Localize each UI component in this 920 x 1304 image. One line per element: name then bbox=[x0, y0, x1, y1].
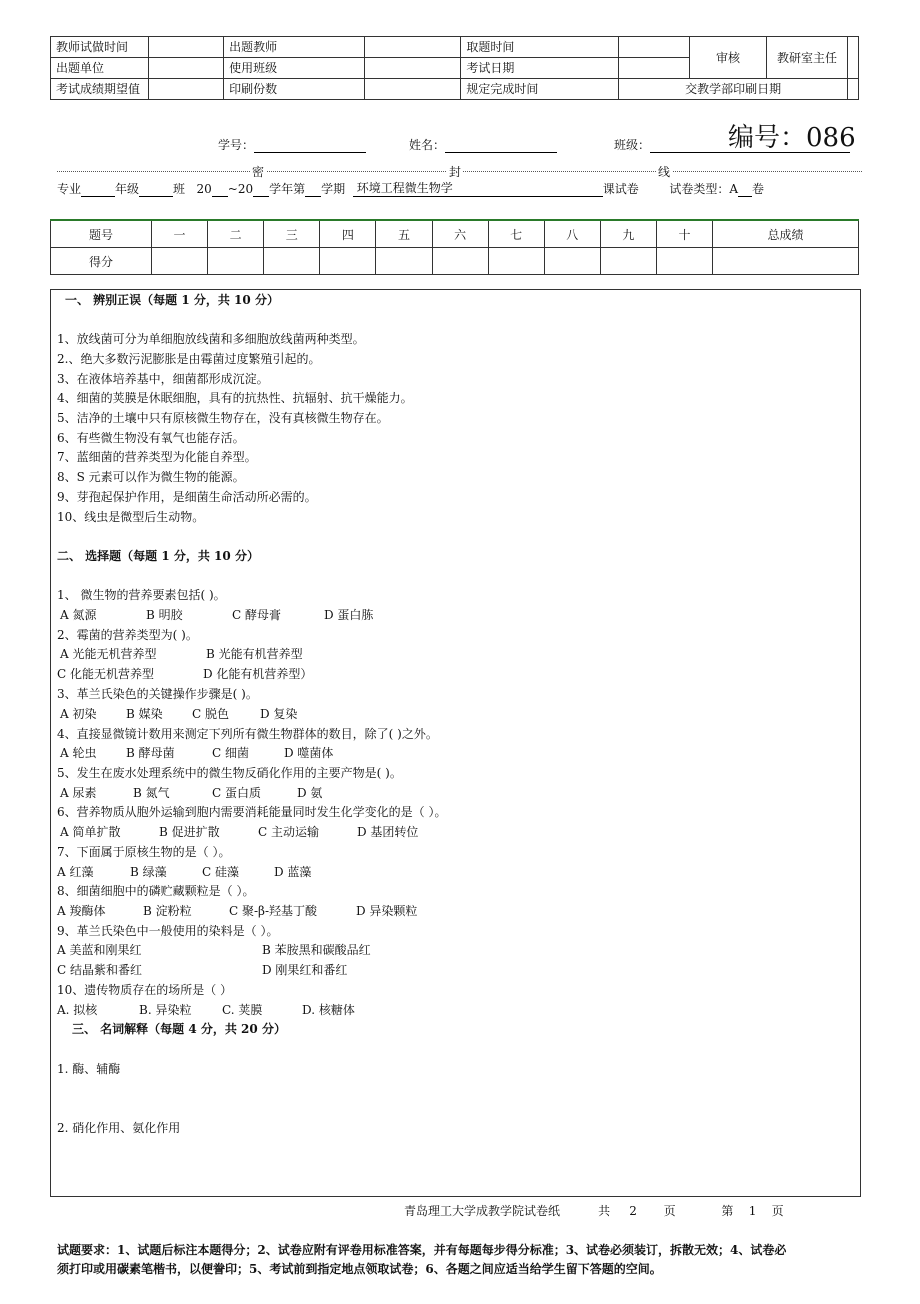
mc-option: A 初染 bbox=[60, 707, 97, 721]
mc-question: 5、发生在废水处理系统中的微生物反硝化作用的主要产物是( )。 bbox=[57, 766, 402, 780]
score-cell[interactable] bbox=[376, 248, 432, 275]
mc-option: D 刚果红和番红 bbox=[262, 963, 348, 977]
section1-title: 一、 辨别正误（每题 1 分，共 10 分） bbox=[65, 293, 279, 307]
year-end-blank bbox=[253, 182, 269, 197]
score-header-cell: 五 bbox=[376, 220, 432, 248]
mc-option: B 促进扩散 bbox=[159, 825, 220, 839]
mc-question: 1、 微生物的营养要素包括( )。 bbox=[57, 588, 226, 602]
admin-cell: 取题时间 bbox=[461, 37, 619, 58]
paper-type-blank bbox=[738, 182, 752, 197]
student-class-label: 班级： bbox=[614, 138, 651, 152]
score-header-cell: 七 bbox=[488, 220, 544, 248]
footer-page-number: 1 bbox=[748, 1204, 757, 1218]
admin-cell: 出题单位 bbox=[51, 58, 149, 79]
tf-item: 9、芽孢起保护作用，是细菌生命活动所必需的。 bbox=[57, 490, 317, 504]
score-header-cell: 二 bbox=[208, 220, 264, 248]
academic-year-label: 学年第 bbox=[269, 182, 306, 196]
mc-option: C 蛋白质 bbox=[212, 786, 261, 800]
mc-option: D 异染颗粒 bbox=[356, 904, 418, 918]
mc-question: 10、遗传物质存在的场所是（ ） bbox=[57, 983, 233, 997]
tf-item: 6、有些微生物没有氧气也能存活。 bbox=[57, 431, 245, 445]
mc-option: A 简单扩散 bbox=[60, 825, 121, 839]
mc-question: 3、革兰氏染色的关键操作步骤是( )。 bbox=[57, 687, 258, 701]
class-label: 班 bbox=[173, 182, 186, 196]
requirements-line: 须打印或用碳素笔楷书，以便誊印；5、考试前到指定地点领取试卷；6、各题之间应适当给学生留下答题的空间。 bbox=[57, 1262, 662, 1276]
admin-cell: 审核 bbox=[690, 37, 767, 79]
footer-school: 青岛理工大学成教学院试卷纸 bbox=[404, 1204, 561, 1218]
course-line bbox=[57, 180, 764, 197]
tf-item: 3、在液体培养基中，细菌都形成沉淀。 bbox=[57, 372, 269, 386]
score-header-cell: 题号 bbox=[51, 220, 152, 248]
student-name-blank bbox=[445, 138, 557, 153]
score-table bbox=[50, 219, 859, 275]
course-name-blank bbox=[353, 182, 603, 197]
mc-option: B 苯胺黑和碳酸品红 bbox=[262, 943, 371, 957]
admin-cell: 出题教师 bbox=[224, 37, 365, 58]
mc-option: C 硅藻 bbox=[202, 865, 239, 879]
mc-question: 6、营养物质从胞外运输到胞内需要消耗能量同时发生化学变化的是（ ）。 bbox=[57, 805, 447, 819]
footer-page-label: 第 bbox=[721, 1204, 734, 1218]
mc-option: C 细菌 bbox=[212, 746, 249, 760]
mc-option: C 结晶紫和番红 bbox=[57, 963, 142, 977]
tf-item: 4、细菌的荚膜是休眠细胞，具有的抗热性、抗辐射、抗干燥能力。 bbox=[57, 391, 413, 405]
section2-title: 二、 选择题（每题 1 分，共 10 分） bbox=[57, 549, 259, 563]
score-value-row bbox=[51, 248, 859, 275]
mc-option: B 氮气 bbox=[133, 786, 170, 800]
major-blank bbox=[81, 182, 115, 197]
score-header-cell: 六 bbox=[432, 220, 488, 248]
major-label: 专业 bbox=[57, 182, 82, 196]
mc-option: D 基团转位 bbox=[357, 825, 419, 839]
admin-cell: 教研室主任 bbox=[766, 37, 847, 79]
year-end-label: ~20 bbox=[227, 182, 254, 196]
mc-option: B 淀粉粒 bbox=[143, 904, 192, 918]
tf-item: 8、S 元素可以作为微生物的能源。 bbox=[57, 470, 245, 484]
admin-cell: 使用班级 bbox=[224, 58, 365, 79]
mc-option: B 光能有机营养型 bbox=[206, 647, 303, 661]
mc-option: D 噬菌体 bbox=[284, 746, 334, 760]
mc-option: B 酵母菌 bbox=[126, 746, 175, 760]
footer-page-unit: 页 bbox=[771, 1204, 784, 1218]
mc-option: C 化能无机营养型 bbox=[57, 667, 154, 681]
mc-option: D 氨 bbox=[297, 786, 323, 800]
score-header-cell: 三 bbox=[264, 220, 320, 248]
requirements-line: 试题要求：1、试题后标注本题得分；2、试卷应附有评卷用标准答案，并有每题每步得分标准；3、试卷必须装订，拆散无效；4、试卷必 bbox=[57, 1243, 787, 1257]
admin-cell: 交教学部印刷日期 bbox=[619, 79, 848, 100]
mc-option: A 羧酶体 bbox=[57, 904, 106, 918]
score-cell[interactable] bbox=[264, 248, 320, 275]
mc-question: 4、直接显微镜计数用来测定下列所有微生物群体的数目，除了( )之外。 bbox=[57, 727, 438, 741]
mc-option: C 主动运输 bbox=[258, 825, 319, 839]
mc-option: C. 荚膜 bbox=[222, 1003, 263, 1017]
mc-question: 2、霉菌的营养类型为( )。 bbox=[57, 628, 198, 642]
score-cell[interactable] bbox=[488, 248, 544, 275]
mc-option: D. 核糖体 bbox=[302, 1003, 355, 1017]
score-header-cell: 八 bbox=[544, 220, 600, 248]
term-blank bbox=[305, 182, 321, 197]
mc-option: D 蓝藻 bbox=[274, 865, 312, 879]
seal-mi: 密 bbox=[252, 165, 265, 179]
score-row-label: 得分 bbox=[51, 248, 152, 275]
student-name-field bbox=[409, 136, 557, 153]
admin-table bbox=[50, 36, 859, 100]
mc-option: B. 异染粒 bbox=[139, 1003, 192, 1017]
mc-option: C 聚-β-羟基丁酸 bbox=[229, 904, 318, 918]
course-name: 环境工程微生物学 bbox=[356, 181, 453, 195]
admin-cell: 教师试做时间 bbox=[51, 37, 149, 58]
tf-item: 10、线虫是微型后生动物。 bbox=[57, 510, 205, 524]
score-header-cell: 九 bbox=[600, 220, 656, 248]
mc-option: B 绿藻 bbox=[130, 865, 167, 879]
student-name-label: 姓名： bbox=[409, 138, 446, 152]
score-header-cell: 四 bbox=[320, 220, 376, 248]
mc-option: D 化能有机营养型） bbox=[203, 667, 313, 681]
score-cell[interactable] bbox=[544, 248, 600, 275]
admin-value-cell bbox=[365, 58, 461, 79]
score-cell[interactable] bbox=[432, 248, 488, 275]
tf-item: 5、洁净的土壤中只有原核微生物存在，没有真核微生物存在。 bbox=[57, 411, 389, 425]
admin-value-cell bbox=[619, 58, 690, 79]
mc-option: B 明胶 bbox=[146, 608, 183, 622]
tf-item: 1、放线菌可分为单细胞放线菌和多细胞放线菌两种类型。 bbox=[57, 332, 365, 346]
score-header-cell: 十 bbox=[656, 220, 712, 248]
serial-number: 编号：086 bbox=[728, 123, 856, 153]
mc-option: A. 拟核 bbox=[57, 1003, 98, 1017]
grade-label: 年级 bbox=[115, 182, 140, 196]
term-item: 2. 硝化作用、氨化作用 bbox=[57, 1121, 181, 1135]
admin-value-cell bbox=[149, 37, 224, 58]
mc-option: A 红藻 bbox=[57, 865, 94, 879]
mc-option: D 蛋白胨 bbox=[324, 608, 374, 622]
seal-xian: 线 bbox=[658, 165, 671, 179]
score-cell[interactable] bbox=[713, 248, 859, 275]
score-cell[interactable] bbox=[208, 248, 264, 275]
score-header-cell: 总成绩 bbox=[713, 220, 859, 248]
score-header-cell: 一 bbox=[151, 220, 207, 248]
admin-cell: 考试成绩期望值 bbox=[51, 79, 149, 100]
exam-paper-label: 课试卷 bbox=[602, 182, 639, 196]
admin-value-cell bbox=[365, 37, 461, 58]
year-start-label: 20 bbox=[196, 182, 212, 196]
admin-value-cell bbox=[149, 79, 224, 100]
score-cell[interactable] bbox=[320, 248, 376, 275]
student-id-blank bbox=[254, 138, 366, 153]
admin-cell: 印刷份数 bbox=[224, 79, 365, 100]
page-footer bbox=[404, 1202, 784, 1219]
admin-cell: 规定完成时间 bbox=[461, 79, 619, 100]
score-cell[interactable] bbox=[600, 248, 656, 275]
mc-option: A 氮源 bbox=[60, 608, 97, 622]
mc-question: 7、下面属于原核生物的是（ ）。 bbox=[57, 845, 231, 859]
paper-type-label: 试卷类型：A bbox=[669, 182, 738, 196]
footer-total-label: 共 bbox=[598, 1204, 611, 1218]
student-id-label: 学号： bbox=[218, 138, 255, 152]
mc-option: A 轮虫 bbox=[60, 746, 97, 760]
exam-requirements bbox=[57, 1241, 863, 1279]
footer-pages-unit: 页 bbox=[663, 1204, 676, 1218]
mc-option: A 美蓝和刚果红 bbox=[57, 943, 142, 957]
seal-feng: 封 bbox=[449, 165, 462, 179]
term-label: 学期 bbox=[321, 182, 346, 196]
score-cell[interactable] bbox=[151, 248, 207, 275]
admin-value-cell bbox=[619, 37, 690, 58]
score-header-row bbox=[51, 220, 859, 248]
mc-option: D 复染 bbox=[260, 707, 298, 721]
mc-question: 9、革兰氏染色中一般使用的染料是（ ）。 bbox=[57, 924, 279, 938]
admin-value-cell bbox=[848, 79, 859, 100]
mc-option: B 媒染 bbox=[126, 707, 163, 721]
admin-cell: 考试日期 bbox=[461, 58, 619, 79]
admin-value-cell bbox=[149, 58, 224, 79]
tf-item: 2.、绝大多数污泥膨胀是由霉菌过度繁殖引起的。 bbox=[57, 352, 321, 366]
mc-option: C 脱色 bbox=[192, 707, 229, 721]
score-cell[interactable] bbox=[656, 248, 712, 275]
term-item: 1. 酶、辅酶 bbox=[57, 1062, 121, 1076]
grade-blank bbox=[139, 182, 173, 197]
mc-option: C 酵母膏 bbox=[232, 608, 281, 622]
paper-suffix: 卷 bbox=[751, 182, 764, 196]
tf-item: 7、蓝细菌的营养类型为化能自养型。 bbox=[57, 450, 257, 464]
student-id-field bbox=[218, 136, 366, 153]
year-start-blank bbox=[212, 182, 228, 197]
mc-option: A 尿素 bbox=[60, 786, 97, 800]
mc-option: A 光能无机营养型 bbox=[60, 647, 157, 661]
section3-title: 三、 名词解释（每题 4 分，共 20 分） bbox=[72, 1022, 286, 1036]
admin-value-cell bbox=[848, 37, 859, 79]
admin-value-cell bbox=[365, 79, 461, 100]
mc-question: 8、细菌细胞中的磷贮藏颗粒是（ ）。 bbox=[57, 884, 255, 898]
footer-total-pages: 2 bbox=[629, 1204, 637, 1218]
